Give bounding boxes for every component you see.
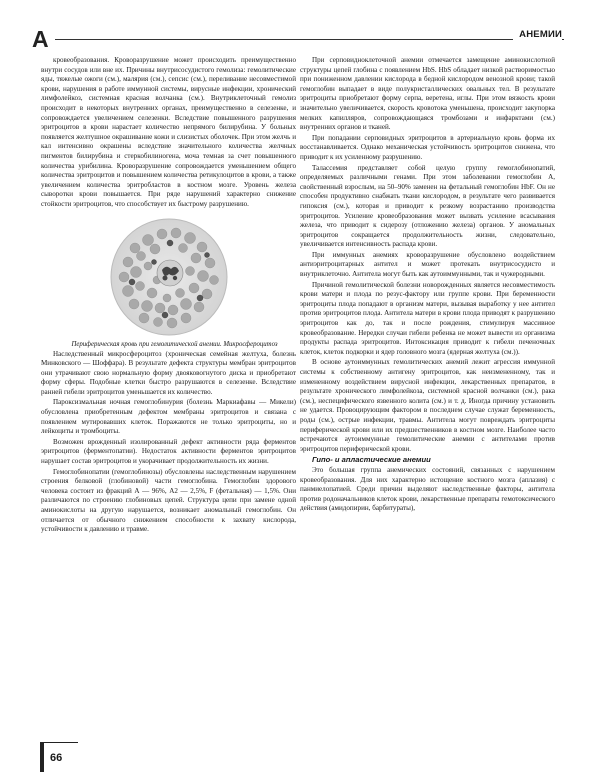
paragraph: Наследственный микросфероцитоз (хроническая семейная желтуха, болезнь Минковского — Шоффара). В результате дефекта структуры мембран эритроцитов они утрачивают свою нормальную форму двояковогнутого диска и приобретают форму сферы. Подобные клетки быстро разрушаются в селезенке. Вследствие ранней гибели эритроцитов уменьшается их количество. — [41, 349, 296, 396]
paragraph: Талассемия представляет собой целую группу гемоглобинопатий, определяемых различными генами. При этом заболевании гемоглобин А, свойственный взрослым, на 50–90% заменен на фетальный гемоглобин HbF. Он не способен продуктивно снабжать ткани кислородом, в результате чего развивается гипоксия (см.), которая и приводит к резкому возрастанию производства эритроцитов. Усиление кровеобразования может вызвать усиление всасывания железа, что приводит к сидерозу (отложению железа) органов. У аномальных эритроцитов сокращается продолжительность жизни, следовательно, увеличивается интенсивность распада крови. — [300, 163, 555, 249]
blood-smear-image — [110, 218, 228, 336]
right-column — [300, 56, 555, 514]
section-title: АНЕМИИ — [513, 29, 562, 40]
footer-rule — [40, 742, 78, 743]
page-number: 66 — [50, 752, 63, 764]
paragraph: кровеобразования. Кроворазрушение может происходить преимущественно внутри сосудов или вне их. Причины внутрисосудистого гемолиза: гемолитические яды, тяжелые ожоги (см.), малярия (см.), сепсис (см.), переливание несовместимой крови, нарушения в работе иммунной системы, вирусные инфекции, хронический лимфолейкоз, системная красная волчанка (см.). Внутриклеточный гемолиз происходит в некоторых внутренних органах, преимущественно в селезенке, и сопровождается увеличением селезенки. Вследствие повышенного разрушения эритроцитов в крови нарастает количество непрямого билирубина. У больных появляется желтушное окрашивание кожи и слизистых оболочек. При этом желчь и кал интенсивно окрашены вследствие значительного количества желчных пигментов билирубина и стеркобилиногена, моча темная за счет повышенного количества урибилина. Кроворазрушение сопровождается уменьшением общего количества эритроцитов и повышением количества ретикулоцитов в крови, а также увеличением количества эритробластов в костном мозге. Уровень железа сыворотки крови повышается. При ряде нарушений характерно снижение стойкости эритроцитов, что способствует их быстрому разрушению. — [41, 56, 296, 208]
paragraph: При серповидноклеточной анемии отмечается замещение аминокислотной структуры цепей глобина с появлением HbS. HbS обладает низкой растворимостью при пониженном давлении кислорода в бедной кислородом венозной крови; такой гемоглобин выпадает в виде полукристаллических овальных тел. В результате эритроциты приобретают форму серпа, веретена, иглы. При этом вязкость крови значительно увеличивается, скорость кровотока уменьшена, происходит закупорка мелких капилляров, сопровождающаяся тромбозами и инфарктами (см.) внутренних органов и тканей. — [300, 56, 555, 132]
paragraph: Гемоглобинопатии (гемоглобинозы) обусловлены наследственным нарушением строения белковой (глобиновой) части гемоглобина. Гемоглобин здорового человека состоит из фракций А — 96%, А2 — 2,5%, F (фетальная) — 1,5%. Они различаются по строению глобиновых цепей. Структура цепи при замене одной аминокислоты на другую нарушается, возникает аномальный гемоглобин. Он отличается от обычного снижением способности к захвату кислорода, устойчивости к давлению и травме. — [41, 467, 296, 534]
left-column — [41, 56, 296, 535]
header-letter: А — [32, 26, 49, 52]
paragraph: Возможен врожденный изолированный дефект активности ряда ферментов эритроцитов (ферментопатии). Недостаток активности ферментов эритроцитов нарушает состав эритроцитов и укорачивает продолжительность их жизни. — [41, 437, 296, 466]
blood-smear-figure — [41, 218, 296, 336]
paragraph: При иммунных анемиях кроворазрушение обусловлено воздействием антиэритроцитарных антител и может протекать внутрисосудисто и внутриклеточно. Антитела могут быть как аутоиммунными, так и чужеродными. — [300, 250, 555, 279]
paragraph: Пароксизмальная ночная гемоглобинурия (болезнь Маркиафавы — Микели) обусловлена приобретенным дефектом мембраны эритроцитов и связана с появлением мутировавших клеток. Поражаются не только эритроциты, но и лейкоциты и тромбоциты. — [41, 398, 296, 436]
neutrophil-cell — [157, 260, 183, 286]
figure-caption: Периферическая кровь при гемолитической анемии. Микросфероцитоз — [71, 340, 278, 348]
paragraph: При попадании серповидных эритроцитов в артериальную кровь форма их восстанавливается. Однако механическая устойчивость эритроцитов снижена, что приводит к их усиленному разрушению. — [300, 133, 555, 161]
paragraph: Это большая группа анемических состояний, связанных с нарушением кровеобразования. Для них характерно истощение костного мозга (аплазия) с панмиелопатией. Среди причин выделяют наследственные факторы, антитела против родоначальников клеток крови, лекарственные препараты гемотоксического действия (амидопирин, барбитураты), — [300, 465, 555, 513]
footer-bar — [40, 742, 44, 772]
section-subheading: Гипо- и апластические анемии — [312, 455, 431, 465]
paragraph: Причиной гемолитической болезни новорожденных является несовместимость крови матери и плода по резус-фактору или группе крови. При беременности эритроциты плода попадают в организм матери, вызывая выработку у нее антител против эритроцитов плода. Антитела матери в крови плода приводят к разрушению эритроцитов как до, так и после рождения, стимулируя массивное кровеобразование. Нередки случаи гибели ребенка не может вывести из организма продукты распада эритроцитов. Интоксикация приводит к гибели печеночных клеток, клеток подкорки и ядер головного мозга (ядерная желтуха (см.)). — [300, 280, 555, 356]
header-rule — [55, 39, 564, 40]
paragraph: В основе аутоиммунных гемолитических анемий лежит агрессия иммунной системы к собственному антигену эритроцитов, как неизмененному, так и измененному воздействием вирусной инфекции, лекарственных препаратов, в результате хронического лимфолейкоза, системной красной волчанки (см.), рака (см.), неспецифического язвенного колита (см.) и т. д. Иногда причину установить не удается. Провоцирующим фактором в последнем случае служат беременность, роды (см.), острые инфекции, травмы. Антитела могут повреждать эритроциты периферической крови или их предшественников в костном мозге. Наиболее часто встречаются аутоиммунные гемолитические анемии с антителами против эритроцитов периферической крови. — [300, 358, 555, 453]
